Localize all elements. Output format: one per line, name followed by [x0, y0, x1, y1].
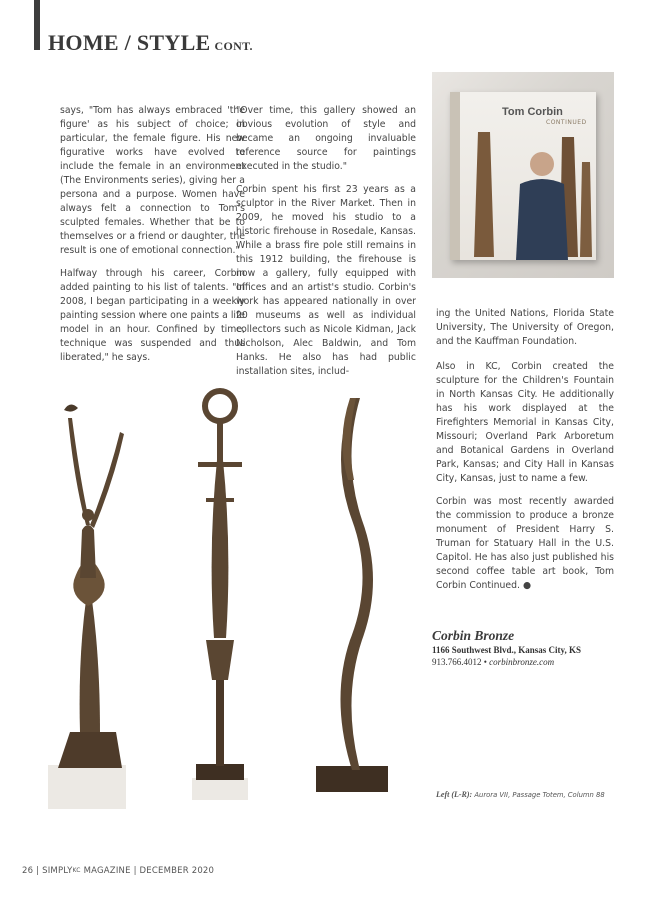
credit-separator: • — [483, 657, 487, 667]
footer-brand: SIMPLY — [42, 866, 73, 876]
section-header — [48, 30, 253, 56]
sculpture-aurora-vii — [48, 404, 126, 809]
paragraph: Corbin spent his first 23 years as a sculptor in the River Market. Then in 2009, he moved his studio to a historic firehouse in Rosedale, Kansas. While a brass fire pole still remains in this 1912 building, the firehouse is now a gallery, fully equipped with offices and an artist's studio. Corbin's work has appeared nationally in over 20 museums as well as individual collectors such as Nicole Kidman, Jack Nicholson, Alec Baldwin, and Tom Hanks. He also has had public installation sites, includ- — [236, 184, 416, 377]
book-photo — [432, 72, 614, 278]
footer-issue: DECEMBER 2020 — [139, 866, 215, 876]
footer-sep: | — [133, 866, 137, 876]
article-column-2 — [236, 104, 416, 388]
paragraph-text: Corbin was most recently awarded the commission to produce a bronze monument of President Harry S. Truman for Statuary Hall in the U.S. Capitol. He has also just published his second coffee table art book, Tom Corbin Continued. — [436, 496, 614, 591]
sculptures-photo — [30, 380, 430, 810]
paragraph: says, "Tom has always embraced 'the figure' as his subject of choice; in particular, the female figure. His new figurative works have evolved to include the female in an environment (The Environments series), giving her a persona and a purpose. Women have always felt a connection to Tom's sculpted females. Whether that be to themselves or a friend or daughter, the result is one of emotional connection." — [60, 105, 245, 256]
article-column-1 — [60, 104, 245, 374]
credit-contact — [432, 656, 622, 668]
caption-lead: Left (L-R): — [436, 790, 473, 799]
article-column-3-top — [436, 307, 614, 358]
credit-block — [432, 628, 622, 668]
caption-text: Aurora VII, Passage Totem, Column 88 — [474, 791, 605, 799]
credit-name: Corbin Bronze — [432, 628, 515, 643]
section-title: HOME / STYLE — [48, 30, 211, 55]
paragraph — [436, 495, 614, 593]
article-column-3 — [436, 360, 614, 602]
photo-caption — [436, 790, 605, 799]
paragraph: "Over time, this gallery showed an obvious evolution of style and became an ongoing invaluable reference source for paintings executed in the studio." — [236, 105, 416, 172]
footer-sep: | — [36, 866, 40, 876]
page-number: 26 — [22, 866, 34, 876]
footer-magazine: MAGAZINE — [83, 866, 131, 876]
sculpture-passage-totem — [192, 391, 248, 800]
credit-phone: 913.766.4012 — [432, 657, 482, 667]
book-title: Tom Corbin — [502, 106, 563, 118]
header-accent-bar — [34, 0, 40, 50]
credit-website[interactable]: corbinbronze.com — [489, 657, 555, 667]
end-mark-icon: ● — [522, 580, 532, 591]
sculpture-column-88 — [316, 398, 388, 792]
book-subtitle: CONTINUED — [546, 119, 587, 126]
paragraph: Also in KC, Corbin created the sculpture for the Children's Fountain in North Kansas City. He additionally has his work displayed at the Firefighters Memorial in Kansas City, Missouri; Overland Park Arboretum and Botanical Gardens in Overland Park, Kansas; and City Hall in Kansas City, Kansas, just to name a few. — [436, 361, 614, 484]
section-cont: CONT. — [214, 39, 253, 53]
footer-brand-suffix: KC — [72, 867, 81, 874]
paragraph: Halfway through his career, Corbin added painting to his list of talents. "In 2008, I began participating in a weekly painting session where one paints a life model in an hour. Confined by time, technique was suspended and thus liberated," he says. — [60, 268, 245, 363]
credit-address: 1166 Southwest Blvd., Kansas City, KS — [432, 645, 582, 655]
page-footer — [22, 866, 214, 876]
book-cover — [450, 92, 596, 260]
paragraph: ing the United Nations, Florida State University, The University of Oregon, and the Kauffman Foundation. — [436, 308, 614, 347]
